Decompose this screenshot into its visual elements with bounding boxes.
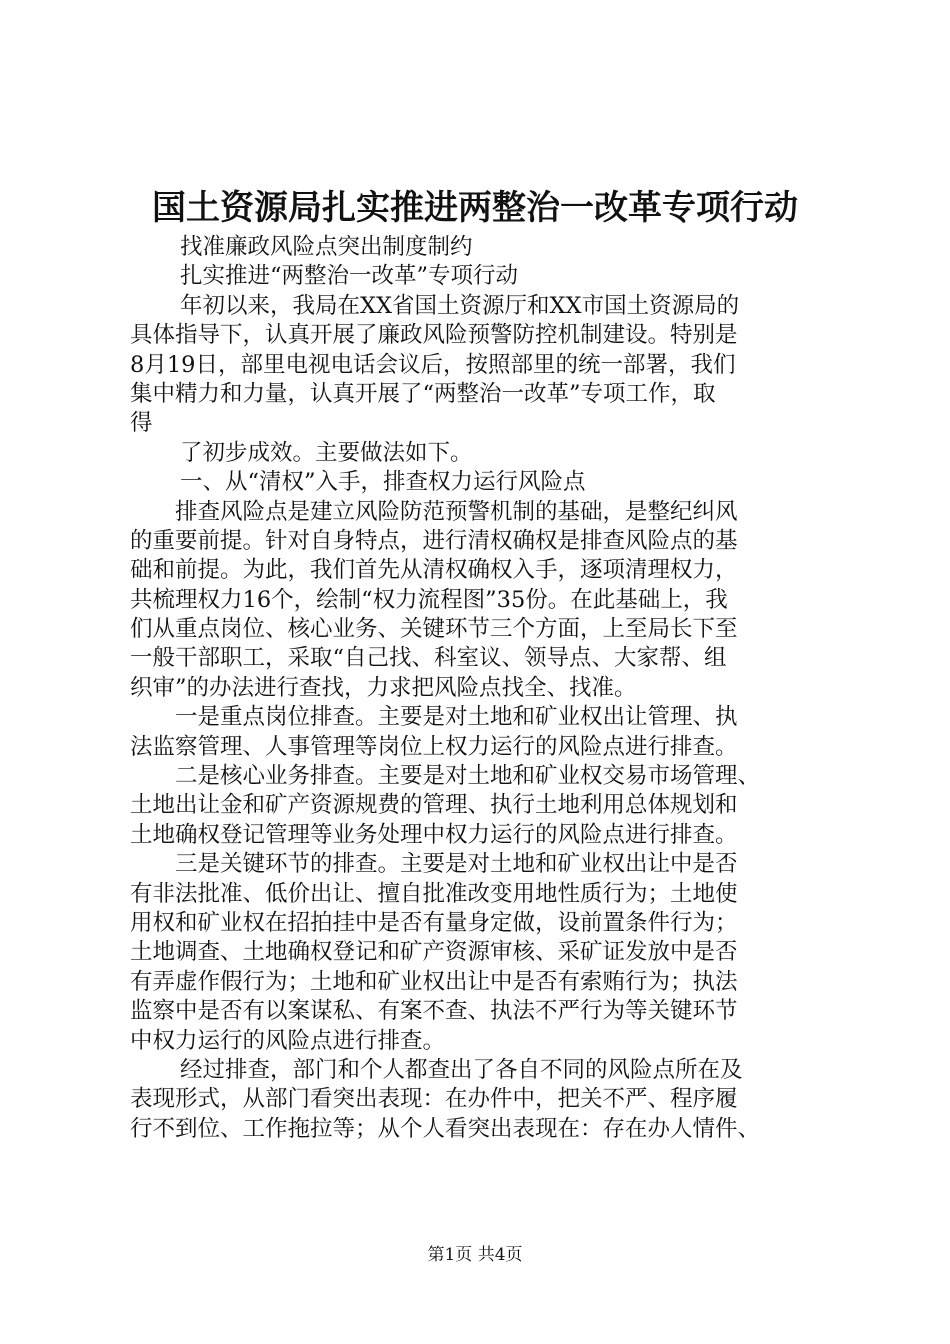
paragraph-line: 一般干部职工，采取“自己找、科室议、领导点、大家帮、组: [130, 645, 727, 672]
paragraph-line: 法监察管理、人事管理等岗位上权力运行的风险点进行排查。: [130, 733, 738, 760]
paragraph-line: 的重要前提。针对自身特点，进行清权确权是排查风险点的基: [130, 527, 738, 554]
paragraph-line: 土地出让金和矿产资源规费的管理、执行土地利用总体规划和: [130, 792, 738, 819]
paragraph-line: 用权和矿业权在招拍挂中是否有量身定做，设前置条件行为；: [130, 909, 738, 936]
paragraph-line: 有弄虚作假行为；土地和矿业权出让中是否有索贿行为；执法: [130, 968, 738, 995]
paragraph-line: 有非法批准、低价出让、擅自批准改变用地性质行为；土地使: [130, 880, 738, 907]
document-body: [130, 233, 830, 1144]
paragraph-line: 了初步成效。主要做法如下。: [180, 439, 473, 466]
paragraph-line: 共梳理权力16个，绘制“权力流程图”35份。在此基础上，我: [130, 586, 728, 613]
paragraph-line: 二是核心业务排查。主要是对土地和矿业权交易市场管理、: [175, 763, 761, 790]
paragraph-line: 一是重点岗位排查。主要是对土地和矿业权出让管理、执: [175, 704, 738, 731]
paragraph-line: 们从重点岗位、核心业务、关键环节三个方面，上至局长下至: [130, 616, 738, 643]
paragraph-line: 三是关键环节的排查。主要是对土地和矿业权出让中是否: [175, 851, 738, 878]
paragraph-line: 得: [130, 410, 153, 437]
paragraph-line: 行不到位、工作拖拉等；从个人看突出表现在：存在办人情件、: [130, 1115, 761, 1142]
paragraph-line: 8月19日，部里电视电话会议后，按照部里的统一部署，我们: [130, 351, 736, 378]
document-title: 国土资源局扎实推进两整治一改革专项行动: [152, 188, 798, 228]
section-heading: 一、从“清权”入手，排查权力运行风险点: [180, 469, 586, 496]
subtitle-line: 扎实推进“两整治一改革”专项行动: [180, 263, 519, 290]
paragraph-line: 经过排查，部门和个人都查出了各自不同的风险点所在及: [180, 1056, 743, 1083]
paragraph-line: 集中精力和力量，认真开展了“两整治一改革”专项工作，取: [130, 380, 716, 407]
paragraph-line: 土地调查、土地确权登记和矿产资源审核、采矿证发放中是否: [130, 939, 738, 966]
paragraph-line: 排查风险点是建立风险防范预警机制的基础，是整纪纠风: [175, 498, 738, 525]
paragraph-line: 表现形式，从部门看突出表现：在办件中，把关不严、程序履: [130, 1086, 738, 1113]
paragraph-line: 年初以来，我局在XX省国土资源厅和XX市国土资源局的: [180, 292, 740, 319]
paragraph-line: 中权力运行的风险点进行排查。: [130, 1027, 446, 1054]
paragraph-line: 础和前提。为此，我们首先从清权确权入手，逐项清理权力，: [130, 557, 738, 584]
paragraph-line: 具体指导下，认真开展了廉政风险预警防控机制建设。特别是: [130, 322, 738, 349]
page-number-footer: 第1页 共4页: [427, 1245, 523, 1265]
paragraph-line: 织审”的办法进行查找，力求把风险点找全、找准。: [130, 674, 637, 701]
paragraph-line: 土地确权登记管理等业务处理中权力运行的风险点进行排查。: [130, 821, 738, 848]
subtitle-line: 找准廉政风险点突出制度制约: [180, 234, 473, 260]
paragraph-line: 监察中是否有以案谋私、有案不查、执法不严行为等关键环节: [130, 998, 738, 1025]
